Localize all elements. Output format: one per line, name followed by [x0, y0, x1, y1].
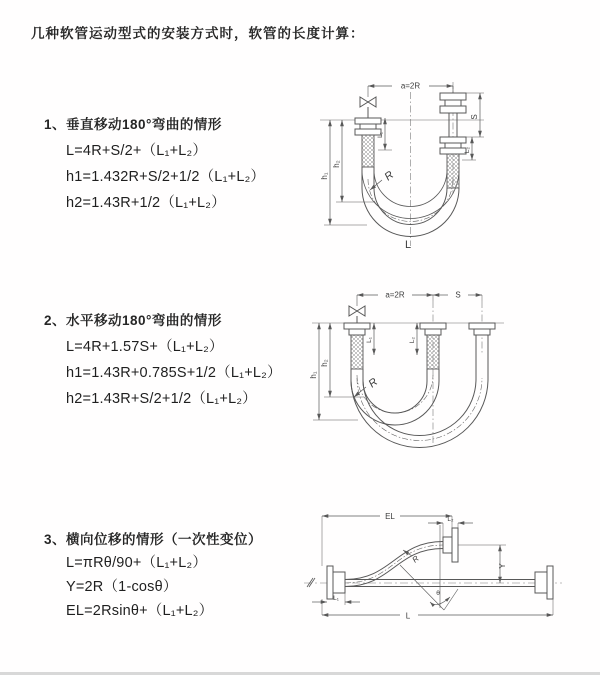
section1-heading: 1、垂直移动180°弯曲的情形	[44, 117, 222, 132]
right-flange-fitting	[469, 323, 495, 335]
length-label: L	[404, 239, 412, 251]
right-flange	[535, 566, 553, 599]
centerlines	[433, 301, 482, 443]
dim-a-2r-label: a=2R	[385, 290, 405, 300]
valve-icon	[349, 295, 365, 323]
dim-y-label: Y	[498, 563, 507, 569]
right-braid-section	[447, 154, 459, 188]
dim-l2-label: L₂	[447, 516, 454, 523]
section2-formula-h2: h2=1.43R+S/2+1/2（L₁+L₂）	[66, 391, 257, 407]
section3-formula-el: EL=2Rsinθ+（L₁+L₂）	[66, 603, 214, 619]
section1-formula-h1: h1=1.432R+S/2+1/2（L₁+L₂）	[66, 169, 266, 185]
dim-l2-label: L₂	[409, 336, 416, 344]
radius-label: R	[366, 376, 381, 391]
radius-label: R	[382, 169, 397, 184]
dim-h1	[324, 120, 367, 225]
left-braid-section	[351, 335, 363, 369]
dim-l1-label: L₁	[377, 132, 384, 138]
dim-el-label: EL	[385, 512, 395, 521]
diagram-vertical-180-bend	[312, 74, 498, 252]
radius-label: R	[410, 553, 421, 565]
middle-braid-section	[427, 335, 439, 369]
section3-heading: 3、横向位移的情形（一次性变位）	[44, 532, 263, 547]
upper-right-flange	[443, 528, 458, 562]
left-braid-section	[362, 135, 374, 167]
middle-flange-fitting	[420, 323, 446, 335]
dim-s-label: S	[470, 114, 479, 120]
dim-h1-label: h₁	[309, 371, 318, 379]
section1-formula-l: L=4R+S/2+（L₁+L₂）	[66, 143, 208, 159]
dim-h2-label: h₂	[320, 359, 329, 367]
dim-h2-label: h₂	[332, 160, 341, 168]
section3-formula-l: L=πRθ/90+（L₁+L₂）	[66, 555, 208, 571]
section1-formula-h2: h2=1.43R+1/2（L₁+L₂）	[66, 195, 226, 211]
angle-theta-label: θ	[436, 590, 440, 597]
dim-s-label: S	[455, 290, 461, 300]
diagram-lateral-displacement	[300, 505, 598, 635]
valve-icon	[360, 86, 376, 118]
left-flange-fitting	[344, 323, 370, 335]
page-title: 几种软管运动型式的安装方式时，软管的长度计算：	[31, 26, 365, 41]
section2-heading: 2、水平移动180°弯曲的情形	[44, 313, 222, 328]
hose-u-bends	[351, 335, 488, 448]
section2-formula-l: L=4R+1.57S+（L₁+L₂）	[66, 339, 224, 355]
diagram-horizontal-180-bend	[308, 285, 520, 449]
dim-a-2r-and-s	[357, 295, 482, 301]
section3-formula-y: Y=2R（1-cosθ）	[66, 579, 178, 595]
dim-l1-label: L₁	[333, 595, 339, 602]
dim-l-label: L	[405, 611, 411, 621]
dim-a-2r-label: a=2R	[400, 81, 421, 91]
dim-l	[322, 599, 553, 615]
dim-l2	[428, 523, 473, 537]
dim-l2-label: L₂	[464, 146, 471, 154]
dim-l1-label: L₁	[366, 337, 373, 343]
section2-formula-h1: h1=1.43R+0.785S+1/2（L₁+L₂）	[66, 365, 282, 381]
dim-h1-label: h₁	[320, 172, 329, 180]
dim-el	[322, 516, 452, 566]
